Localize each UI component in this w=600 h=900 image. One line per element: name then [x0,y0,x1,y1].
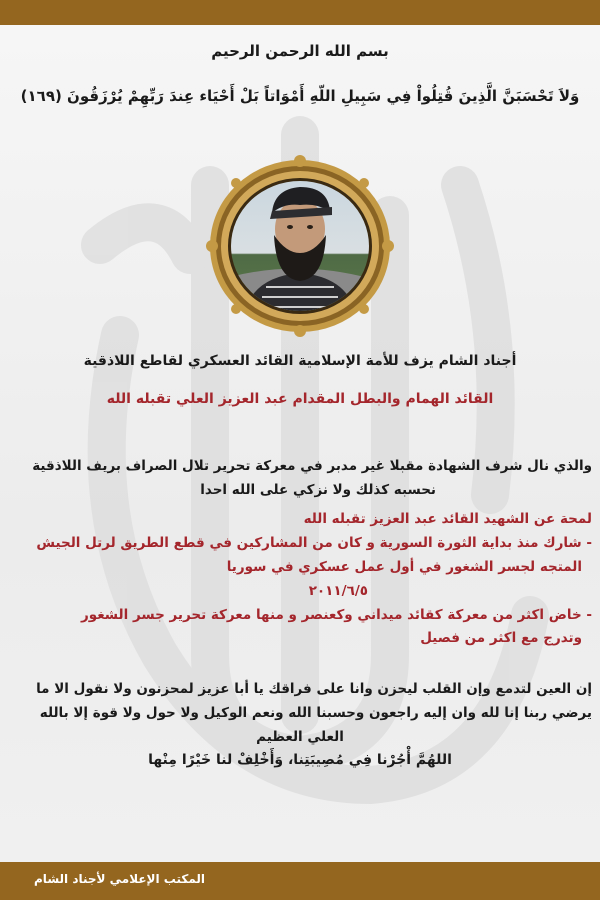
bio-date: ٢٠١١/٦/٥ [308,583,368,599]
martyr-name: القائد الهمام والبطل المقدام عبد العزيز العلي تقبله الله [106,391,494,407]
closing-dua: اللهُمَّ أْجُرْنا فِي مُصِيبَتِنا، وَأَخْلِفْ لنا خَيْرًا مِنْها [148,752,452,768]
martyr-portrait-frame [204,155,396,337]
martyrdom-paragraph-line: نحسبه كذلك ولا نزكي على الله احدا [200,482,436,498]
announcement-poster [0,25,600,862]
footer-media-office: المكتب الإعلامي لأجناد الشام [34,872,205,886]
top-brand-bar [0,0,600,25]
bio-line: - خاض اكثر من معركة كقائد ميداني وكعنصر و منها معركة تحرير جسر الشغور [80,607,592,623]
bio-line: - شارك منذ بداية الثورة السورية و كان من المشاركين في قطع الطريق لرتل الجيش [36,535,592,551]
closing-line: العلي العظيم [256,729,344,745]
closing-line: إن العين لتدمع وإن القلب ليحزن وانا على فراقك يا أبا عزيز لمحزنون ولا نقول الا ما [36,681,592,697]
bio-line: المتجه لجسر الشغور في أول عمل عسكري في سوريا [226,559,582,575]
bio-title: لمحة عن الشهيد القائد عبد العزيز تقبله الله [303,511,592,527]
basmala: بسم الله الرحمن الرحيم [211,42,389,60]
quran-verse: وَلاَ تَحْسَبَنَّ الَّذِينَ قُتِلُواْ فِي سَبِيلِ اللّهِ أَمْوَاتاً بَلْ أَحْيَاء عِندَ رَبِّهِمْ يُرْزَقُونَ (١٦٩) [20,87,580,105]
bio-line: وتدرج مع اكثر من فصيل [420,630,582,646]
closing-line: يرضي ربنا إنا لله وان إليه راجعون وحسبنا الله ونعم الوكيل ولا حول ولا قوة إلا بالله [39,705,592,721]
organization-announcement: أجناد الشام يزف للأمة الإسلامية القائد العسكري لقاطع اللاذقية [83,353,517,369]
martyrdom-paragraph-line: والذي نال شرف الشهادة مقبلا غير مدبر في معركة تحرير تلال الصراف بريف اللاذقية [32,458,592,474]
